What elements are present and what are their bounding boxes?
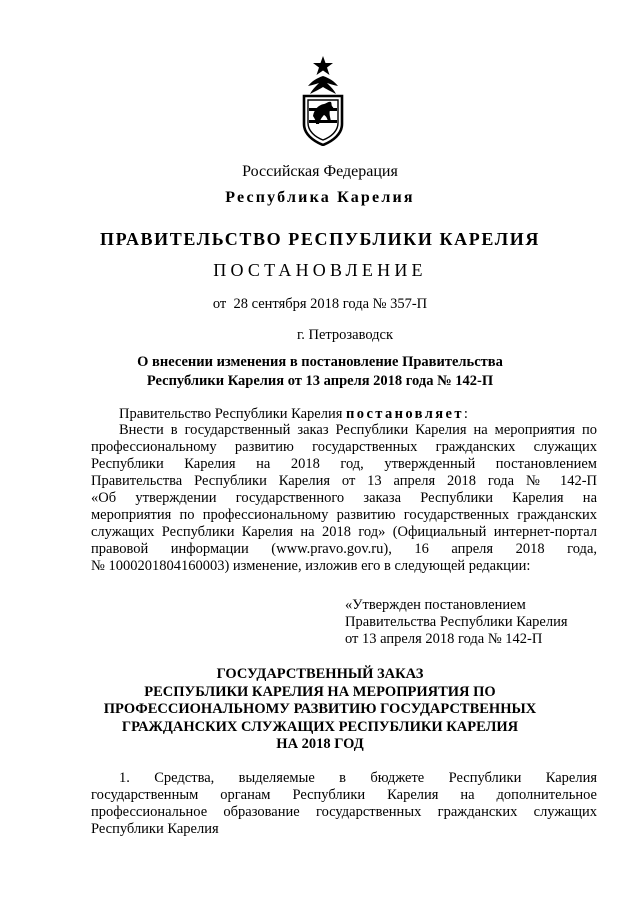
preamble-prefix: Правительство Республики Карелия bbox=[119, 406, 347, 422]
item-line: профессиональное образование государственных гражданских служащих bbox=[91, 804, 597, 820]
paragraph-line: служащих Республики Карелия на 2018 год» (Официальный интернет-портал bbox=[91, 524, 597, 540]
approval-line: Правительства Республики Карелия bbox=[345, 614, 568, 630]
paragraph-line: «Об утверждении государственного заказа Республики Карелия на bbox=[91, 490, 597, 506]
item-line: 1. Средства, выделяемые в бюджете Республики Карелия bbox=[119, 770, 597, 786]
preamble-suffix: : bbox=[463, 406, 468, 422]
subject-line: Республики Карелия от 13 апреля 2018 года № 142-П bbox=[146, 373, 494, 389]
preamble bbox=[119, 406, 468, 423]
item-line: Республики Карелия bbox=[91, 821, 219, 837]
paragraph-line: профессиональному развитию государственных гражданских служащих bbox=[91, 439, 597, 455]
approval-line: «Утвержден постановлением bbox=[345, 597, 526, 613]
country-name: Российская Федерация bbox=[242, 163, 398, 180]
government-title: ПРАВИТЕЛЬСТВО РЕСПУБЛИКИ КАРЕЛИЯ bbox=[100, 229, 540, 249]
order-title-line: ГОСУДАРСТВЕННЫЙ ЗАКАЗ bbox=[216, 666, 424, 682]
document-date-number: от 28 сентября 2018 года № 357-П bbox=[212, 296, 428, 312]
paragraph-line: правовой информации (www.pravo.gov.ru), 16 апреля 2018 года, bbox=[91, 541, 597, 557]
paragraph-line: Республики Карелия на 2018 год, утвержденный постановлением bbox=[91, 456, 597, 472]
subject-line: О внесении изменения в постановление Правительства bbox=[137, 354, 503, 370]
approval-line: от 13 апреля 2018 года № 142-П bbox=[345, 631, 543, 647]
preamble-verb: постановляет bbox=[346, 406, 464, 422]
paragraph-line: Правительства Республики Карелия от 13 апреля 2018 года № 142-П bbox=[91, 473, 597, 489]
document-subject bbox=[0, 353, 640, 391]
order-title-line: РЕСПУБЛИКИ КАРЕЛИЯ НА МЕРОПРИЯТИЯ ПО bbox=[144, 683, 496, 700]
paragraph-line: № 1000201804160003) изменение, изложив его в следующей редакции: bbox=[91, 558, 531, 574]
item-line: государственным органам Республики Карелия на дополнительное bbox=[91, 787, 597, 803]
document-type: ПОСТАНОВЛЕНИЕ bbox=[213, 260, 427, 280]
order-title-line: ГРАЖДАНСКИХ СЛУЖАЩИХ РЕСПУБЛИКИ КАРЕЛИЯ bbox=[121, 718, 519, 735]
order-title-line: НА 2018 ГОД bbox=[276, 736, 364, 752]
coat-of-arms-emblem bbox=[298, 54, 348, 146]
republic-name: Республика Карелия bbox=[225, 189, 415, 206]
order-title-line: ПРОФЕССИОНАЛЬНОМУ РАЗВИТИЮ ГОСУДАРСТВЕННЫХ bbox=[103, 701, 537, 717]
paragraph-line: мероприятия по профессиональному развитию государственных гражданских bbox=[91, 507, 597, 523]
paragraph-line: Внести в государственный заказ Республики Карелия на мероприятия по bbox=[119, 422, 597, 438]
city-name: г. Петрозаводск bbox=[296, 327, 394, 343]
order-title bbox=[0, 666, 640, 754]
